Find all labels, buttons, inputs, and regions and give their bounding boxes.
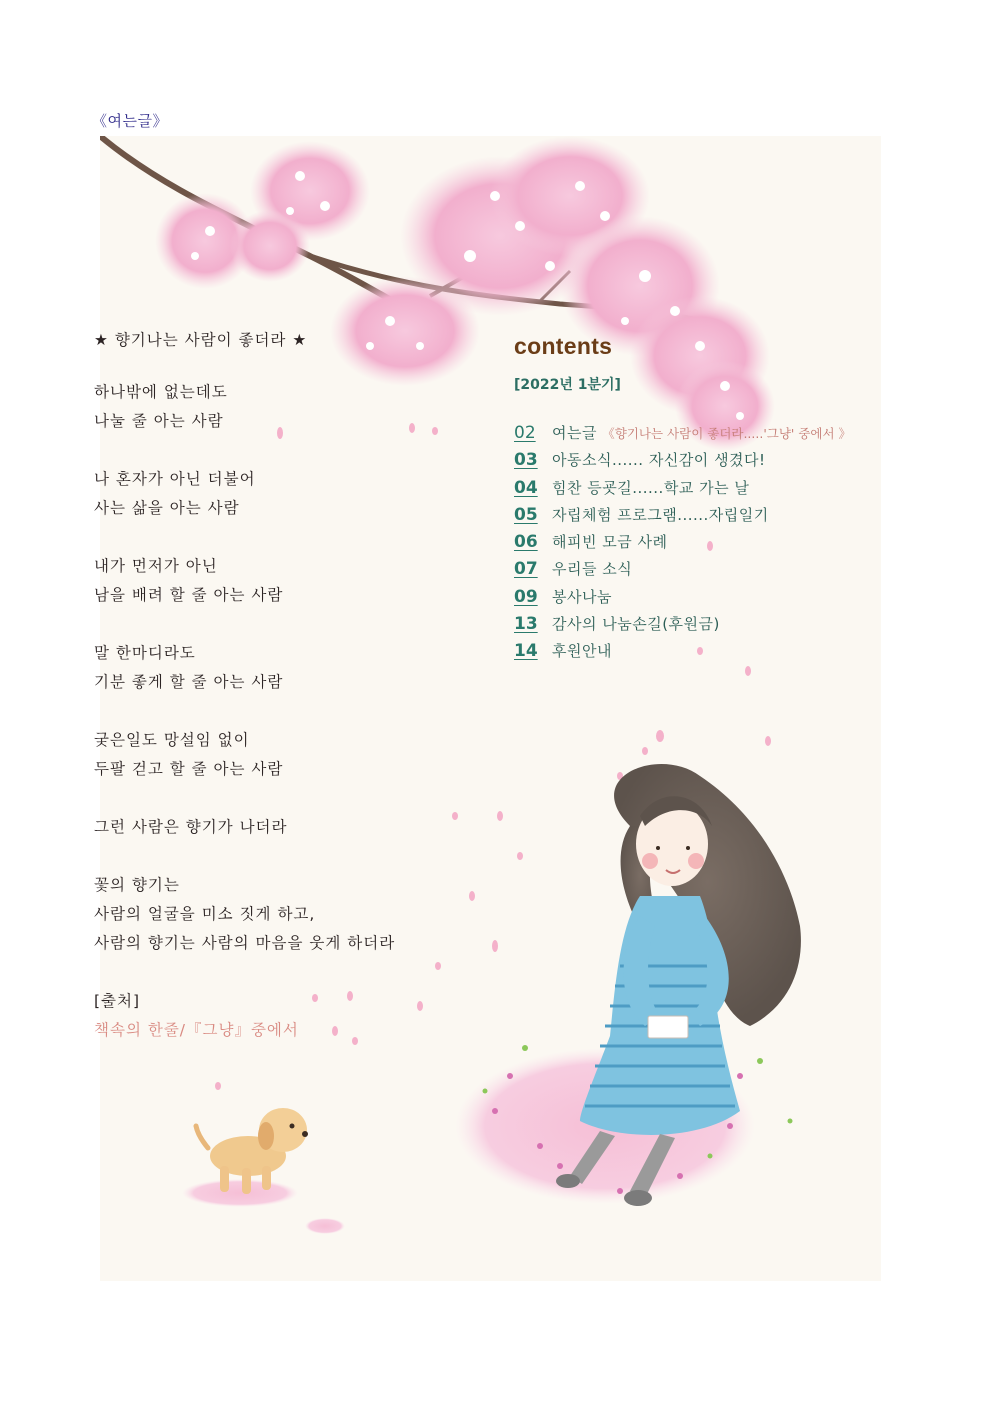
- poem-line: 나 혼자가 아닌 더불어: [94, 470, 256, 488]
- puppy-icon: [182, 1108, 345, 1234]
- toc-item[interactable]: [514, 449, 894, 476]
- toc-item[interactable]: [514, 613, 894, 640]
- toc-page-number: 04: [514, 477, 538, 498]
- poem: [94, 326, 514, 1045]
- poem-title: ★ 향기나는 사람이 좋더라 ★: [94, 331, 308, 349]
- toc-title: 여는글 《향기나는 사람이 좋더라.....'그냥' 중에서 》: [552, 424, 852, 442]
- contents-title: contents: [514, 333, 613, 359]
- poem-line: 하나밖에 없는데도: [94, 383, 228, 401]
- toc-item[interactable]: [514, 640, 894, 667]
- toc-title: 힘찬 등굣길......학교 가는 날: [552, 478, 750, 497]
- toc-item[interactable]: [514, 477, 894, 504]
- poem-stanza: [94, 378, 514, 436]
- poem-stanza: [94, 813, 514, 842]
- toc-title: 감사의 나눔손길(후원금): [552, 615, 720, 634]
- toc-title: 봉사나눔: [552, 587, 612, 606]
- toc-item[interactable]: [514, 422, 894, 449]
- toc-page-number: 05: [514, 504, 538, 525]
- poem-line: 사람의 얼굴을 미소 짓게 하고,: [94, 905, 316, 923]
- poem-line: 기분 좋게 할 줄 아는 사람: [94, 673, 284, 691]
- quarter-label: [2022년 1분기]: [514, 377, 621, 393]
- toc-page-number: 02: [514, 423, 536, 443]
- toc-page-number: 06: [514, 532, 538, 553]
- poem-line: 궂은일도 망설임 없이: [94, 731, 250, 749]
- toc-item[interactable]: [514, 586, 894, 613]
- poem-line: 꽃의 향기는: [94, 876, 180, 894]
- toc-page-number: 09: [514, 586, 538, 607]
- toc-subtitle: 《향기나는 사람이 좋더라.....'그냥' 중에서 》: [602, 426, 852, 441]
- table-of-contents: [514, 422, 894, 668]
- poem-stanza: [94, 552, 514, 610]
- source-text: 책속의 한줄/『그냥』중에서: [94, 1021, 299, 1039]
- toc-page-number: 07: [514, 559, 538, 580]
- poem-line: 그런 사람은 향기가 나더라: [94, 818, 288, 836]
- toc-item[interactable]: [514, 558, 894, 585]
- poem-stanza: [94, 639, 514, 697]
- poem-line: 남을 배려 할 줄 아는 사람: [94, 586, 284, 604]
- toc-item[interactable]: [514, 504, 894, 531]
- toc-title: 후원안내: [552, 642, 612, 661]
- toc-title: 자립체험 프로그램......자립일기: [552, 505, 769, 524]
- poem-stanza: [94, 465, 514, 523]
- poem-stanza: [94, 726, 514, 784]
- poem-line: 사는 삶을 아는 사람: [94, 499, 240, 517]
- poem-line: 말 한마디라도: [94, 644, 196, 662]
- toc-page-number: 14: [514, 641, 538, 662]
- toc-page-number: 13: [514, 614, 538, 635]
- poem-line: 내가 먼저가 아닌: [94, 557, 218, 575]
- toc-title: 아동소식...... 자신감이 생겼다!: [552, 451, 766, 470]
- toc-page-number: 03: [514, 450, 538, 471]
- source-heading: [출처]: [94, 992, 141, 1010]
- poem-line: 나눌 줄 아는 사람: [94, 412, 224, 430]
- toc-title: 해피빈 모금 사례: [552, 533, 668, 552]
- poem-stanza: [94, 871, 514, 958]
- poem-line: 사람의 향기는 사람의 마음을 웃게 하더라: [94, 934, 396, 952]
- poem-line: 두팔 걷고 할 줄 아는 사람: [94, 760, 284, 778]
- toc-item[interactable]: [514, 531, 894, 558]
- toc-title: 우리들 소식: [552, 560, 633, 579]
- section-label: 《여는글》: [92, 112, 168, 130]
